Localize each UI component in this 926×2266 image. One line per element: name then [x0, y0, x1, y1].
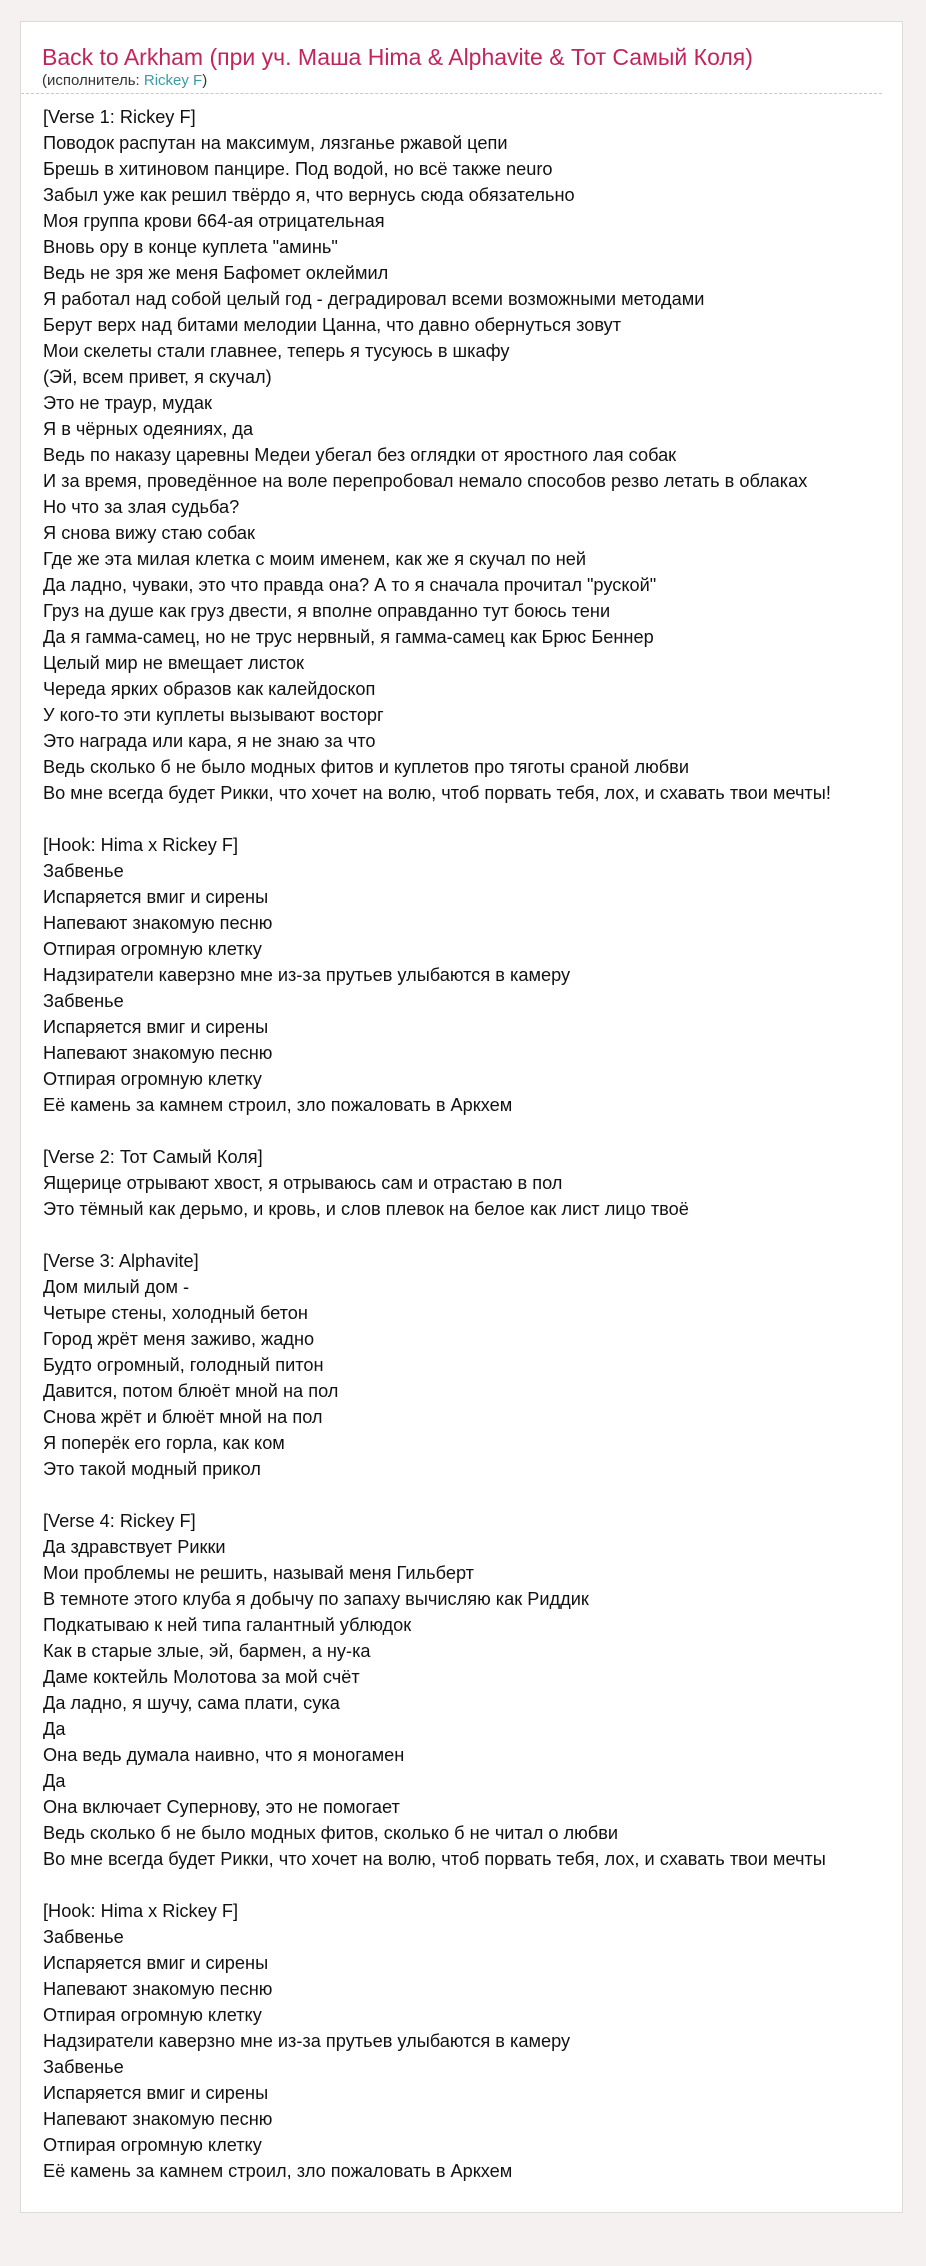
lyrics-line: Это тёмный как дерьмо, и кровь, и слов плевок на белое как лист лицо твоё	[43, 1199, 689, 1219]
lyrics-line: Её камень за камнем строил, зло пожаловать в Аркхем	[43, 1095, 513, 1115]
lyrics-section-heading: [Verse 3: Alphavite]	[43, 1251, 199, 1271]
lyrics-line: Череда ярких образов как калейдоскоп	[43, 679, 376, 699]
lyrics-line: Да ладно, чуваки, это что правда она? А то я сначала прочитал "руской"	[43, 575, 657, 595]
lyrics-blank-line	[43, 1482, 902, 1508]
lyrics-line: Ведь по наказу царевны Медеи убегал без оглядки от яростного лая собак	[43, 445, 677, 465]
lyrics-line: Как в старые злые, эй, бармен, а ну-ка	[43, 1641, 371, 1661]
lyrics-line: Да здравствует Рикки	[43, 1537, 226, 1557]
lyrics-line: В темноте этого клуба я добычу по запаху вычисляю как Риддик	[43, 1589, 589, 1609]
lyrics-body	[43, 104, 902, 2184]
lyrics-line: Забвенье	[43, 2057, 124, 2077]
lyrics-line: Её камень за камнем строил, зло пожаловать в Аркхем	[43, 2161, 513, 2181]
lyrics-line: Напевают знакомую песню	[43, 2109, 273, 2129]
lyrics-line: Снова жрёт и блюёт мной на пол	[43, 1407, 323, 1427]
lyrics-line: Где же эта милая клетка с моим именем, как же я скучал по ней	[43, 549, 587, 569]
lyrics-line: Надзиратели каверзно мне из-за прутьев улыбаются в камеру	[43, 965, 571, 985]
lyrics-line: Ведь сколько б не было модных фитов и куплетов про тяготы сраной любви	[43, 757, 690, 777]
artist-line	[42, 72, 882, 89]
lyrics-line: Но что за злая судьба?	[43, 497, 240, 517]
lyrics-line: Будто огромный, голодный питон	[43, 1355, 324, 1375]
lyrics-line: Забвенье	[43, 861, 124, 881]
artist-prefix: (исполнитель:	[42, 72, 144, 89]
lyrics-line: Я в чёрных одеяниях, да	[43, 419, 254, 439]
lyrics-line: Это не траур, мудак	[43, 393, 212, 413]
artist-link[interactable]: Rickey F	[143, 72, 203, 89]
lyrics-line: Она включает Супернову, это не помогает	[43, 1797, 400, 1817]
lyrics-line: Четыре стены, холодный бетон	[43, 1303, 308, 1323]
lyrics-line: Моя группа крови 664-ая отрицательная	[43, 211, 385, 231]
lyrics-line: Она ведь думала наивно, что я моногамен	[43, 1745, 405, 1765]
lyrics-line: Поводок распутан на максимум, лязганье ржавой цепи	[43, 133, 508, 153]
lyrics-line: Забыл уже как решил твёрдо я, что вернусь сюда обязательно	[43, 185, 575, 205]
lyrics-line: Отпирая огромную клетку	[43, 1069, 262, 1089]
lyrics-line: Отпирая огромную клетку	[43, 2135, 262, 2155]
lyrics-line: Давится, потом блюёт мной на пол	[43, 1381, 339, 1401]
lyrics-line: У кого-то эти куплеты вызывают восторг	[43, 705, 384, 725]
lyrics-line: Это награда или кара, я не знаю за что	[43, 731, 376, 751]
lyrics-line: Брешь в хитиновом панцире. Под водой, но всё также neuro	[43, 159, 553, 179]
lyrics-line: Я снова вижу стаю собак	[43, 523, 255, 543]
lyrics-section-heading: [Verse 4: Rickey F]	[43, 1511, 196, 1531]
lyrics-section-heading: [Hook: Hima x Rickey F]	[43, 835, 239, 855]
lyrics-card	[20, 21, 903, 2213]
lyrics-line: Даме коктейль Молотова за мой счёт	[43, 1667, 360, 1687]
lyrics-line: Отпирая огромную клетку	[43, 939, 262, 959]
lyrics-line: Забвенье	[43, 1927, 124, 1947]
lyrics-line: Берут верх над битами мелодии Цанна, что давно обернуться зовут	[43, 315, 622, 335]
lyrics-line: Я поперёк его горла, как ком	[43, 1433, 285, 1453]
lyrics-line: Я работал над собой целый год - деградировал всеми возможными методами	[43, 289, 705, 309]
lyrics-line: Ведь сколько б не было модных фитов, сколько б не читал о любви	[43, 1823, 619, 1843]
lyrics-line: Отпирая огромную клетку	[43, 2005, 262, 2025]
lyrics-blank-line	[43, 806, 902, 832]
lyrics-line: Город жрёт меня заживо, жадно	[43, 1329, 315, 1349]
lyrics-line: Целый мир не вмещает листок	[43, 653, 305, 673]
lyrics-section-heading: [Verse 1: Rickey F]	[43, 107, 196, 127]
lyrics-line: Напевают знакомую песню	[43, 1979, 273, 1999]
lyrics-line: Дом милый дом -	[43, 1277, 190, 1297]
lyrics-line: Это такой модный прикол	[43, 1459, 261, 1479]
lyrics-line: Груз на душе как груз двести, я вполне оправданно тут боюсь тени	[43, 601, 611, 621]
lyrics-line: Напевают знакомую песню	[43, 1043, 273, 1063]
lyrics-line: Напевают знакомую песню	[43, 913, 273, 933]
lyrics-section-heading: [Hook: Hima x Rickey F]	[43, 1901, 239, 1921]
lyrics-blank-line	[43, 1872, 902, 1898]
lyrics-line: (Эй, всем привет, я скучал)	[43, 367, 272, 387]
lyrics-line: Да я гамма-самец, но не трус нервный, я гамма-самец как Брюс Беннер	[43, 627, 654, 647]
lyrics-line: Во мне всегда будет Рикки, что хочет на волю, чтоб порвать тебя, лох, и схавать твои мечты!	[43, 783, 831, 803]
lyrics-line: Испаряется вмиг и сирены	[43, 1017, 269, 1037]
lyrics-line: Ведь не зря же меня Бафомет оклеймил	[43, 263, 389, 283]
lyrics-line: Испаряется вмиг и сирены	[43, 1953, 269, 1973]
lyrics-line: Мои проблемы не решить, называй меня Гильберт	[43, 1563, 474, 1583]
lyrics-line: И за время, проведённое на воле перепробовал немало способов резво летать в облаках	[43, 471, 808, 491]
lyrics-line: Испаряется вмиг и сирены	[43, 887, 269, 907]
song-header	[21, 22, 882, 94]
lyrics-line: Да ладно, я шучу, сама плати, сука	[43, 1693, 340, 1713]
lyrics-line: Ящерице отрывают хвост, я отрываюсь сам и отрастаю в пол	[43, 1173, 563, 1193]
lyrics-line: Надзиратели каверзно мне из-за прутьев улыбаются в камеру	[43, 2031, 571, 2051]
lyrics-line: Да	[43, 1771, 66, 1791]
song-title: Back to Arkham (при уч. Маша Hima & Alphavite & Тот Самый Коля)	[42, 44, 753, 70]
lyrics-line: Забвенье	[43, 991, 124, 1011]
lyrics-line: Испаряется вмиг и сирены	[43, 2083, 269, 2103]
lyrics-line: Мои скелеты стали главнее, теперь я тусуюсь в шкафу	[43, 341, 510, 361]
lyrics-line: Вновь ору в конце куплета "аминь"	[43, 237, 338, 257]
lyrics-line: Подкатываю к ней типа галантный ублюдок	[43, 1615, 412, 1635]
artist-suffix: )	[202, 72, 208, 89]
lyrics-line: Во мне всегда будет Рикки, что хочет на волю, чтоб порвать тебя, лох, и схавать твои мечты	[43, 1849, 826, 1869]
lyrics-section-heading: [Verse 2: Тот Самый Коля]	[43, 1147, 263, 1167]
lyrics-blank-line	[43, 1118, 902, 1144]
lyrics-blank-line	[43, 1222, 902, 1248]
lyrics-line: Да	[43, 1719, 66, 1739]
